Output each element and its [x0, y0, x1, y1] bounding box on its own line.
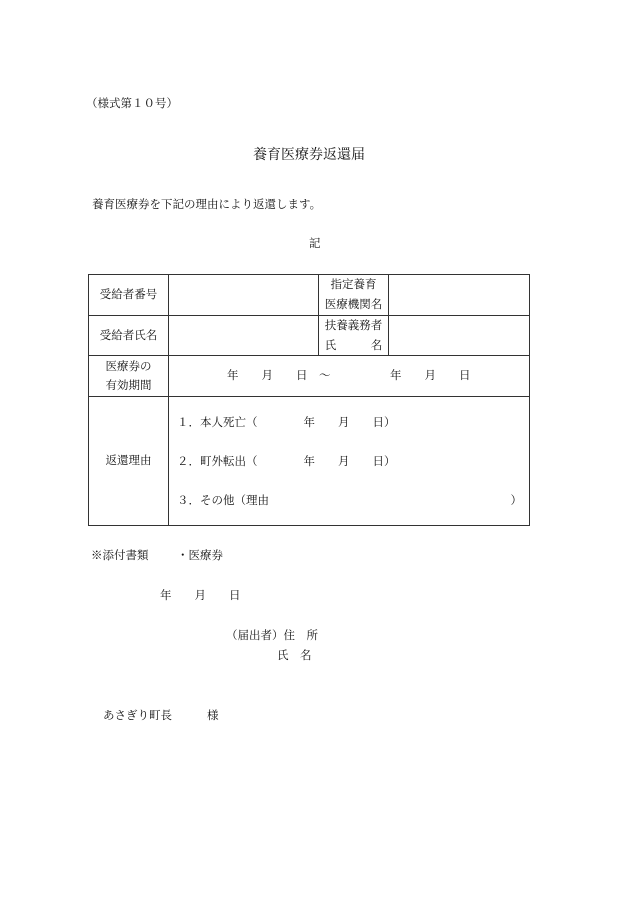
guardian-field[interactable] — [389, 316, 530, 356]
date-line[interactable]: 年 月 日 — [160, 588, 241, 602]
applicant-name-label: 氏 名 — [277, 648, 312, 662]
addressee: あさぎり町長 — [103, 708, 172, 722]
reason-list — [169, 397, 529, 525]
intro-text: 養育医療券を下記の理由により返還します。 — [92, 197, 322, 211]
validity-from: 年 月 日 ～ — [227, 368, 331, 383]
guardian-label-line2: 氏 名 — [324, 337, 383, 352]
row-validity — [89, 356, 530, 397]
reason-field[interactable] — [169, 397, 530, 526]
recipient-number-field[interactable] — [169, 275, 319, 316]
recipient-number-label: 受給者番号 — [89, 275, 169, 316]
page-title: 養育医療券返還届 — [253, 147, 365, 163]
institution-label-line2: 医療機関名 — [324, 297, 383, 311]
honorific: 様 — [207, 708, 219, 722]
reason-other[interactable]: ３．その他（理由 ） — [177, 493, 522, 508]
validity-label-line2: 有効期間 — [105, 378, 152, 393]
validity-field[interactable] — [169, 356, 530, 397]
guardian-label — [319, 316, 389, 356]
row-recipient-name — [89, 316, 530, 356]
ki-heading: 記 — [309, 236, 321, 250]
return-form-table — [88, 274, 530, 526]
validity-period — [169, 356, 529, 396]
row-reason — [89, 397, 530, 526]
validity-label-line1: 医療券の — [105, 358, 152, 373]
applicant-address-label: （届出者）住 所 — [226, 628, 318, 642]
reason-moved-out[interactable]: ２．町外転出（ 年 月 日） — [177, 454, 396, 469]
recipient-name-label: 受給者氏名 — [89, 316, 169, 356]
reason-death[interactable]: １．本人死亡（ 年 月 日） — [177, 415, 396, 430]
reason-label: 返還理由 — [89, 397, 169, 526]
validity-label — [89, 356, 169, 397]
guardian-label-line1: 扶養義務者 — [324, 318, 383, 332]
form-number: （様式第１０号） — [86, 96, 178, 110]
attachments-label: ※添付書類 — [91, 548, 149, 562]
attachments-value: ・医療券 — [177, 548, 223, 562]
institution-field[interactable] — [389, 275, 530, 316]
institution-label-line1: 指定養育 — [330, 277, 377, 292]
recipient-name-field[interactable] — [169, 316, 319, 356]
institution-label — [319, 275, 389, 316]
row-recipient-number — [89, 275, 530, 316]
validity-to: 年 月 日 — [390, 368, 471, 383]
